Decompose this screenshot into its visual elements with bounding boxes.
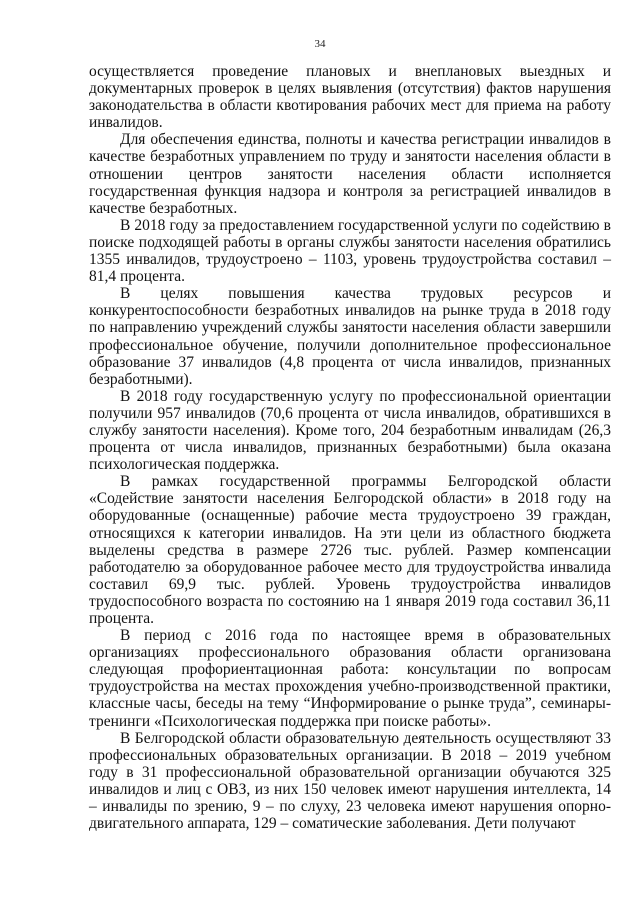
paragraph-1: осуществляется проведение плановых и внеплановых выездных и документарных проверок в целях выявления (отсутствия) фактов нарушения законодательства в области квотирования рабочих мест для приема на работу инвалидов. — [89, 63, 611, 132]
paragraph-3: В 2018 году за предоставлением государственной услуги по содействию в поиске подходящей работы в органы службы занятости населения обратились 1355 инвалидов, трудоустроено – 1103, уровень трудоустройства составил – 81,4 процента. — [89, 216, 611, 286]
paragraph-2: Для обеспечения единства, полноты и качества регистрации инвалидов в качестве безработных управлением по труду и занятости населения области в отношении центров занятости населения области исполняется государственная функция надзора и контроля за регистрацией инвалидов в качестве безработных. — [89, 131, 611, 217]
paragraph-8: В Белгородской области образовательную деятельность осуществляют 33 профессиональных образовательных организации. В 2018 – 2019 учебном году в 31 профессиональной образовательной организации обучаются 325 инвалидов и лиц с ОВЗ, из них 150 человек имеют нарушения интеллекта, 14 – инвалиды по зрению, 9 – по слуху, 23 человека имеют нарушения опорно-двигательного аппарата, 129 – соматические заболевания. Дети получают — [89, 729, 611, 833]
paragraph-4: В целях повышения качества трудовых ресурсов и конкурентоспособности безработных инвалидов на рынке труда в 2018 году по направлению учреждений службы занятости населения области завершили профессиональное обучение, получили дополнительное профессиональное образование 37 инвалидов (4,8 процента от числа инвалидов, признанных безработными). — [89, 285, 611, 388]
page-number: 34 — [314, 38, 326, 50]
paragraph-5: В 2018 году государственную услугу по профессиональной ориентации получили 957 инвалидов (70,6 процента от числа инвалидов, обратившихся в службу занятости населения). Кроме того, 204 безработным инвалидам (26,3 процента от числа инвалидов, признанных безработными) была оказана психологическая поддержка. — [89, 387, 611, 474]
paragraph-7: В период с 2016 года по настоящее время в образовательных организациях профессионального образования области организована следующая профориентационная работа: консультации по вопросам трудоустройства на местах прохождения учебно-производственной практики, классные часы, беседы на тему “Информирование о рынке труда”, семинары-тренинги «Психологическая поддержка при поиске работы». — [89, 627, 611, 730]
document-body — [89, 63, 611, 832]
paragraph-6: В рамках государственной программы Белгородской области «Содействие занятости населения Белгородской области» в 2018 году на оборудованные (оснащенные) рабочие места трудоустроено 39 граждан, относящихся к категории инвалидов. На эти цели из областного бюджета выделены средства в размере 2726 тыс. рублей. Размер компенсации работодателю за оборудованное рабочее место для трудоустройства инвалида составил 69,9 тыс. рублей. Уровень трудоустройства инвалидов трудоспособного возраста по состоянию на 1 января 2019 года составил 36,11 процента. — [89, 473, 611, 627]
